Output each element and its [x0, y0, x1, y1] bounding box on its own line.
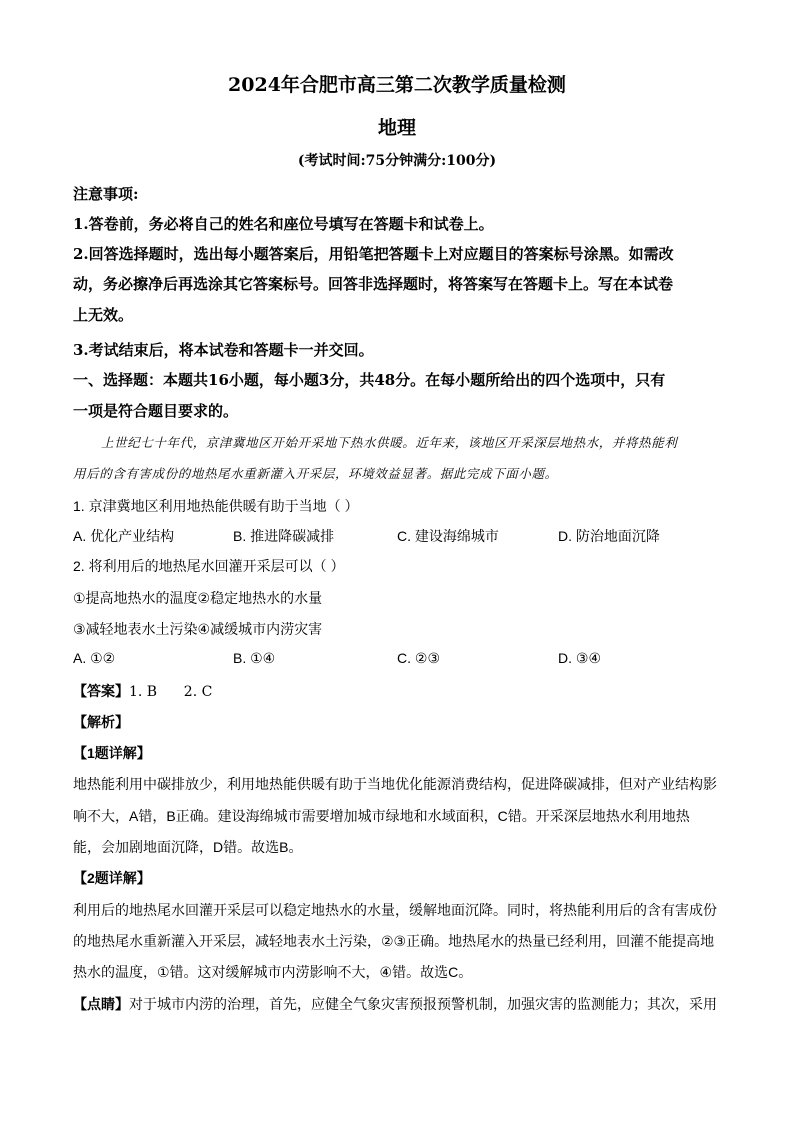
- detail-2-label: 【2题详解】: [73, 870, 151, 886]
- note-item-1: 1.答卷前，务必将自己的姓名和座位号填写在答题卡和试卷上。: [73, 215, 494, 233]
- note-item-2-line-1: 2.回答选择题时，选出每小题答案后，用铅笔把答题卡上对应题目的答案标号涂黑。如需改: [73, 245, 674, 263]
- note-item-2-line-3: 上无效。: [73, 306, 134, 324]
- note-item-3: 3.考试结束后，将本试卷和答题卡一并交回。: [73, 341, 374, 359]
- question-2-statement-2: ③减轻地表水土污染④减缓城市内涝灾害: [73, 621, 323, 637]
- exam-info: (考试时间:75分钟满分:100分): [297, 153, 497, 169]
- question-1-option-a: A. 优化产业结构: [73, 528, 175, 544]
- question-2-option-d: D. ③④: [558, 650, 601, 666]
- tip-text: 对于城市内涝的治理，首先，应健全气象灾害预报预警机制，加强灾害的监测能力；其次，采用: [129, 996, 717, 1012]
- question-1-option-d: D. 防治地面沉降: [558, 528, 660, 544]
- detail-1-line-1: 地热能利用中碳排放少，利用地热能供暖有助于当地优化能源消费结构，促进降碳减排，但对产业结构影: [73, 776, 717, 792]
- question-1-option-b: B. 推进降碳减排: [233, 528, 335, 544]
- detail-2-line-3: 热水的温度，①错。这对缓解城市内涝影响不大，④错。故选C。: [73, 964, 473, 980]
- question-2-option-a: A. ①②: [73, 650, 116, 666]
- detail-1-line-3: 能，会加剧地面沉降，D错。故选B。: [73, 839, 303, 855]
- question-2-option-c: C. ②③: [397, 650, 440, 666]
- detail-2-line-1: 利用后的地热尾水回灌开采层可以稳定地热水的水量，缓解地面沉降。同时，将热能利用后的含有害成份: [73, 902, 717, 918]
- question-2-stem: 2. 将利用后的地热尾水回灌开采层可以（ ）: [73, 558, 345, 574]
- answer-value: 1. B 2. C: [129, 684, 213, 700]
- answer-line: [73, 681, 212, 701]
- answer-label: 【答案】: [73, 683, 129, 699]
- subject-title: 地理: [377, 117, 416, 139]
- notes-heading: 注意事项:: [73, 185, 139, 203]
- passage-line-2: 用后的含有害成份的地热尾水重新灌入开采层，环境效益显著。据此完成下面小题。: [73, 466, 558, 481]
- question-2-statement-1: ①提高地热水的温度②稳定地热水的水量: [73, 590, 323, 606]
- note-item-2-line-2: 动，务必擦净后再选涂其它答案标号。回答非选择题时，将答案写在答题卡上。写在本试卷: [73, 275, 674, 293]
- question-2-option-b: B. ①④: [233, 650, 276, 666]
- passage-line-1: 上世纪七十年代，京津冀地区开始开采地下热水供暖。近年来，该地区开采深层地热水，并将热能利: [101, 435, 678, 450]
- tip-label: 【点睛】: [73, 996, 129, 1012]
- analysis-label: 【解析】: [73, 714, 129, 730]
- question-1-option-c: C. 建设海绵城市: [397, 528, 499, 544]
- tip-line: [73, 994, 717, 1014]
- section-heading-line-1: 一、选择题：本题共16小题，每小题3分，共48分。在每小题所给出的四个选项中，只有: [73, 371, 666, 389]
- detail-2-line-2: 的地热尾水重新灌入开采层，减轻地表水土污染，②③正确。地热尾水的热量已经利用，回灌不能提高地: [73, 933, 715, 949]
- detail-1-line-2: 响不大，A错，B正确。建设海绵城市需要增加城市绿地和水域面积，C错。开采深层地热水利用地热: [73, 808, 690, 824]
- detail-1-label: 【1题详解】: [73, 745, 151, 761]
- section-heading-line-2: 一项是符合题目要求的。: [73, 402, 239, 420]
- exam-title: 2024年合肥市高三第二次教学质量检测: [228, 74, 566, 96]
- question-1-stem: 1. 京津冀地区利用地热能供暖有助于当地（ ）: [73, 498, 359, 514]
